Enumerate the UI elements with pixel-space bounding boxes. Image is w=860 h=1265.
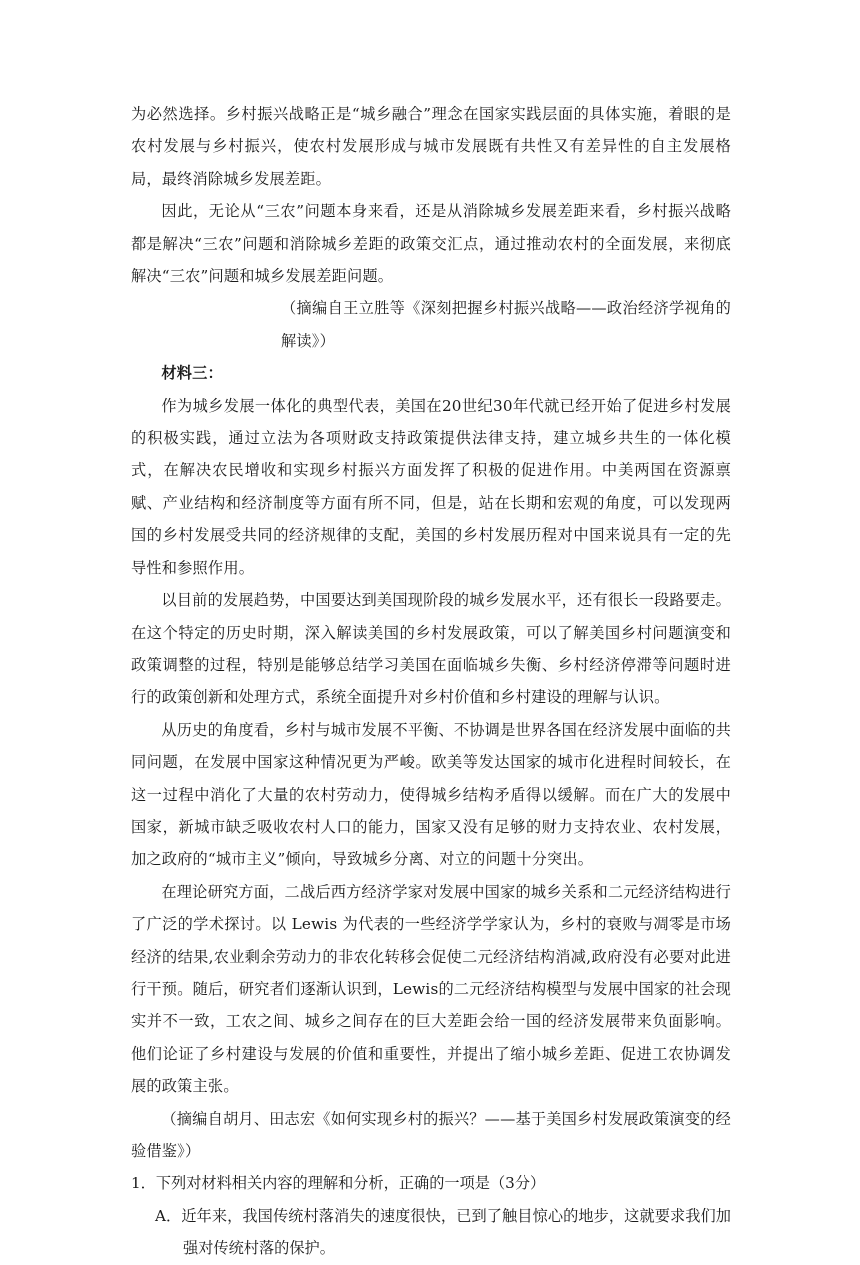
material-3-heading: 材料三： <box>161 364 223 383</box>
paragraph-us-rural-practice: 作为城乡发展一体化的典型代表，美国在20世纪30年代就已经开始了促进乡村发展的积极实践，通过立法为各项财政支持政策提供法律支持，建立城乡共生的一体化模式，在解决农民增收和实现乡村振兴方面发挥了积极的促进作用。中美两国在资源禀赋、产业结构和经济制度等方面有所不同，但是，站在长期和宏观的角度，可以发现两国的乡村发展受共同的经济规律的支配，美国的乡村发展历程对中国来说具有一定的先导性和参照作用。 <box>131 396 731 577</box>
paragraph-development-trend: 以目前的发展趋势，中国要达到美国现阶段的城乡发展水平，还有很长一段路要走。在这个特定的历史时期，深入解读美国的乡村发展政策，可以了解美国乡村问题演变和政策调整的过程，特别是能够总结学习美国在面临城乡失衡、乡村经济停滞等问题时进行的政策创新和处理方式，系统全面提升对乡村价值和乡村建设的理解与认识。 <box>131 591 731 707</box>
source-citation-material-3: （摘编自胡月、田志宏《如何实现乡村的振兴？——基于美国乡村发展政策演变的经验借鉴》） <box>131 1109 731 1160</box>
document-body <box>131 98 731 1265</box>
source-citation-material-2: （摘编自王立胜等《深刻把握乡村振兴战略——政治经济学视角的解读》） <box>281 299 731 350</box>
paragraph-historical-view: 从历史的角度看，乡村与城市发展不平衡、不协调是世界各国在经济发展中面临的共同问题，在发展中国家这种情况更为严峻。欧美等发达国家的城市化进程时间较长，在这一过程中消化了大量的农村劳动力，使得城乡结构矛盾得以缓解。而在广大的发展中国家，新城市缺乏吸收农村人口的能力，国家又没有足够的财力支持农业、农村发展，加之政府的“城市主义”倾向，导致城乡分离、对立的问题十分突出。 <box>131 720 731 869</box>
question-1-option-a: A．近年来，我国传统村落消失的速度很快，已到了触目惊心的地步，这就要求我们加强对传统村落的保护。 <box>155 1206 731 1258</box>
question-1-stem: 1．下列对材料相关内容的理解和分析，正确的一项是（3分） <box>131 1174 546 1193</box>
paragraph-urban-rural-integration: 为必然选择。乡村振兴战略正是“城乡融合”理念在国家实践层面的具体实施，着眼的是农村发展与乡村振兴，使农村发展形成与城市发展既有共性又有差异性的自主发展格局，最终消除城乡发展差距。 <box>131 105 731 188</box>
paragraph-theoretical-research: 在理论研究方面，二战后西方经济学家对发展中国家的城乡关系和二元经济结构进行了广泛的学术探讨。以 Lewis 为代表的一些经济学学家认为，乡村的衰败与凋零是市场经济的结果,农业剩余劳动力的非农化转移会促使二元经济结构消减,政府没有必要对此进行干预。随后，研究者们逐渐认识到，Lewis的二元经济结构模型与发展中国家的社会现实并不一致，工农之间、城乡之间存在的巨大差距会给一国的经济发展带来负面影响。他们论证了乡村建设与发展的价值和重要性，并提出了缩小城乡差距、促进工农协调发展的政策主张。 <box>131 882 731 1096</box>
paragraph-three-rural-issues: 因此，无论从“三农”问题本身来看，还是从消除城乡发展差距来看，乡村振兴战略都是解决“三农”问题和消除城乡差距的政策交汇点，通过推动农村的全面发展，来彻底解决“三农”问题和城乡发展差距问题。 <box>131 202 731 286</box>
